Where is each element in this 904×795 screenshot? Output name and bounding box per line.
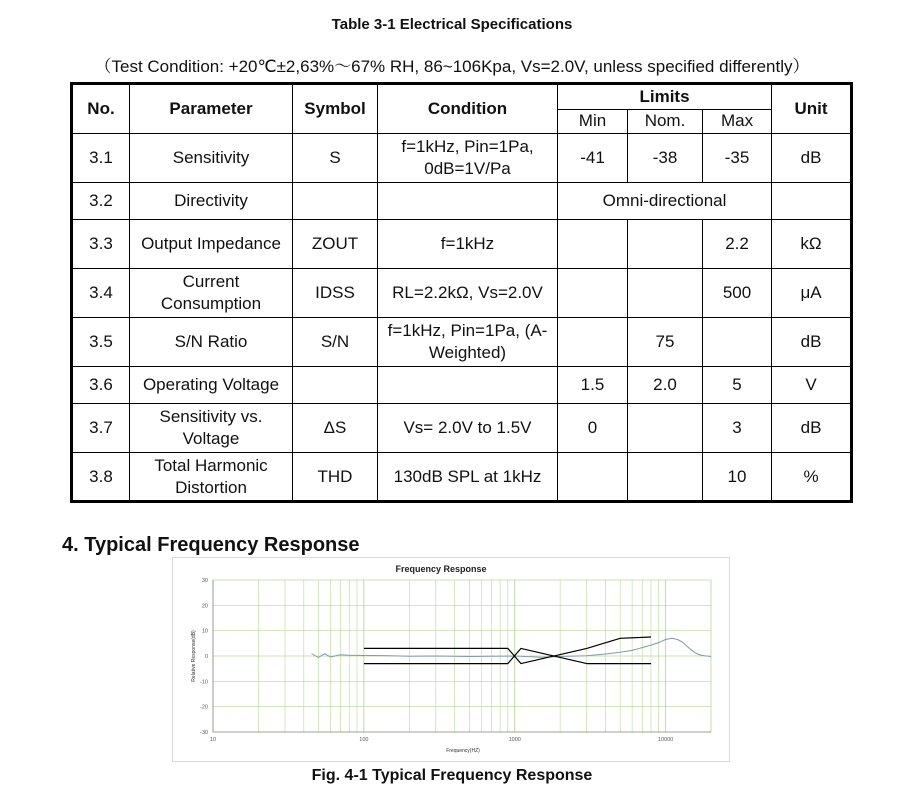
header-nom: Nom. <box>628 109 703 133</box>
cell-unit: dB <box>772 404 852 453</box>
cell-no: 3.4 <box>72 269 130 318</box>
cell-parameter: Current Consumption <box>130 269 293 318</box>
cell-symbol: S/N <box>293 318 378 367</box>
cell-nom <box>628 453 703 502</box>
test-condition: （Test Condition: +20℃±2,63%～67% RH, 86~106Kpa, Vs=2.0V, unless specified differently） <box>94 57 810 76</box>
cell-min: 1.5 <box>558 367 628 404</box>
cell-symbol <box>293 183 378 220</box>
cell-nom: 2.0 <box>628 367 703 404</box>
table-row <box>72 183 852 220</box>
header-max: Max <box>703 109 772 133</box>
header-symbol: Symbol <box>293 84 378 134</box>
cell-condition: f=1kHz <box>378 220 558 269</box>
table-row <box>72 134 852 183</box>
cell-max: 3 <box>703 404 772 453</box>
cell-min <box>558 220 628 269</box>
table-row <box>72 318 852 367</box>
cell-condition <box>378 183 558 220</box>
cell-unit: dB <box>772 134 852 183</box>
cell-condition <box>378 367 558 404</box>
cell-min: -41 <box>558 134 628 183</box>
cell-unit: kΩ <box>772 220 852 269</box>
table-row <box>72 269 852 318</box>
cell-unit: dB <box>772 318 852 367</box>
y-tick-label: -30 <box>200 730 208 736</box>
cell-unit: μA <box>772 269 852 318</box>
cell-parameter: S/N Ratio <box>130 318 293 367</box>
cell-unit: % <box>772 453 852 502</box>
header-condition: Condition <box>378 84 558 134</box>
chart-axes <box>200 578 711 743</box>
header-parameter: Parameter <box>130 84 293 134</box>
cell-symbol: THD <box>293 453 378 502</box>
cell-parameter: Output Impedance <box>130 220 293 269</box>
electrical-specifications-table <box>70 82 853 503</box>
figure-caption: Fig. 4-1 Typical Frequency Response <box>311 767 593 784</box>
y-axis-label: Relative Response(dB) <box>191 630 197 682</box>
y-tick-label: 20 <box>201 603 208 610</box>
cell-min <box>558 269 628 318</box>
cell-symbol: IDSS <box>293 269 378 318</box>
header-no: No. <box>72 84 130 134</box>
cell-parameter: Sensitivity <box>130 134 293 183</box>
cell-unit <box>772 183 852 220</box>
header-limits: Limits <box>558 84 772 110</box>
cell-min <box>558 318 628 367</box>
cell-no: 3.1 <box>72 134 130 183</box>
cell-nom <box>628 404 703 453</box>
cell-max: 10 <box>703 453 772 502</box>
cell-parameter: Operating Voltage <box>130 367 293 404</box>
cell-symbol: ZOUT <box>293 220 378 269</box>
cell-limits-span: Omni-directional <box>558 183 772 220</box>
x-tick-label: 10000 <box>657 737 674 743</box>
cell-condition: f=1kHz, Pin=1Pa, 0dB=1V/Pa <box>378 134 558 183</box>
section-heading: 4. Typical Frequency Response <box>62 534 360 556</box>
cell-nom: -38 <box>628 134 703 183</box>
cell-condition: 130dB SPL at 1kHz <box>378 453 558 502</box>
table-row <box>72 404 852 453</box>
table-title: Table 3-1 Electrical Specifications <box>331 16 573 33</box>
cell-symbol <box>293 367 378 404</box>
cell-symbol: ΔS <box>293 404 378 453</box>
header-unit: Unit <box>772 84 852 134</box>
x-tick-label: 10 <box>209 737 217 743</box>
x-tick-label: 1000 <box>508 737 521 743</box>
cell-condition: RL=2.2kΩ, Vs=2.0V <box>378 269 558 318</box>
cell-parameter: Directivity <box>130 183 293 220</box>
cell-condition: f=1kHz, Pin=1Pa, (A-Weighted) <box>378 318 558 367</box>
cell-no: 3.6 <box>72 367 130 404</box>
cell-parameter: Sensitivity vs. Voltage <box>130 404 293 453</box>
cell-min: 0 <box>558 404 628 453</box>
cell-max: -35 <box>703 134 772 183</box>
frequency-response-chart <box>172 557 730 762</box>
cell-nom <box>628 220 703 269</box>
header-min: Min <box>558 109 628 133</box>
y-tick-label: -10 <box>200 679 208 686</box>
table-row <box>72 367 852 404</box>
x-tick-label: 100 <box>359 737 369 743</box>
cell-max: 2.2 <box>703 220 772 269</box>
y-tick-label: -20 <box>200 704 208 711</box>
cell-min <box>558 453 628 502</box>
cell-no: 3.5 <box>72 318 130 367</box>
cell-max <box>703 318 772 367</box>
cell-max: 500 <box>703 269 772 318</box>
y-tick-label: 10 <box>201 628 208 635</box>
y-tick-label: 0 <box>204 654 208 660</box>
table-row <box>72 220 852 269</box>
table-row <box>72 453 852 502</box>
cell-no: 3.8 <box>72 453 130 502</box>
x-axis-label: Frequency(HZ) <box>446 748 480 754</box>
chart-svg <box>173 558 729 761</box>
chart-title: Frequency Response <box>395 564 487 574</box>
cell-no: 3.7 <box>72 404 130 453</box>
cell-parameter: Total Harmonic Distortion <box>130 453 293 502</box>
cell-nom: 75 <box>628 318 703 367</box>
cell-unit: V <box>772 367 852 404</box>
cell-symbol: S <box>293 134 378 183</box>
series-line-upper-limit <box>364 637 651 664</box>
cell-condition: Vs= 2.0V to 1.5V <box>378 404 558 453</box>
cell-max: 5 <box>703 367 772 404</box>
y-tick-label: 30 <box>201 578 208 584</box>
cell-no: 3.2 <box>72 183 130 220</box>
cell-nom <box>628 269 703 318</box>
cell-no: 3.3 <box>72 220 130 269</box>
